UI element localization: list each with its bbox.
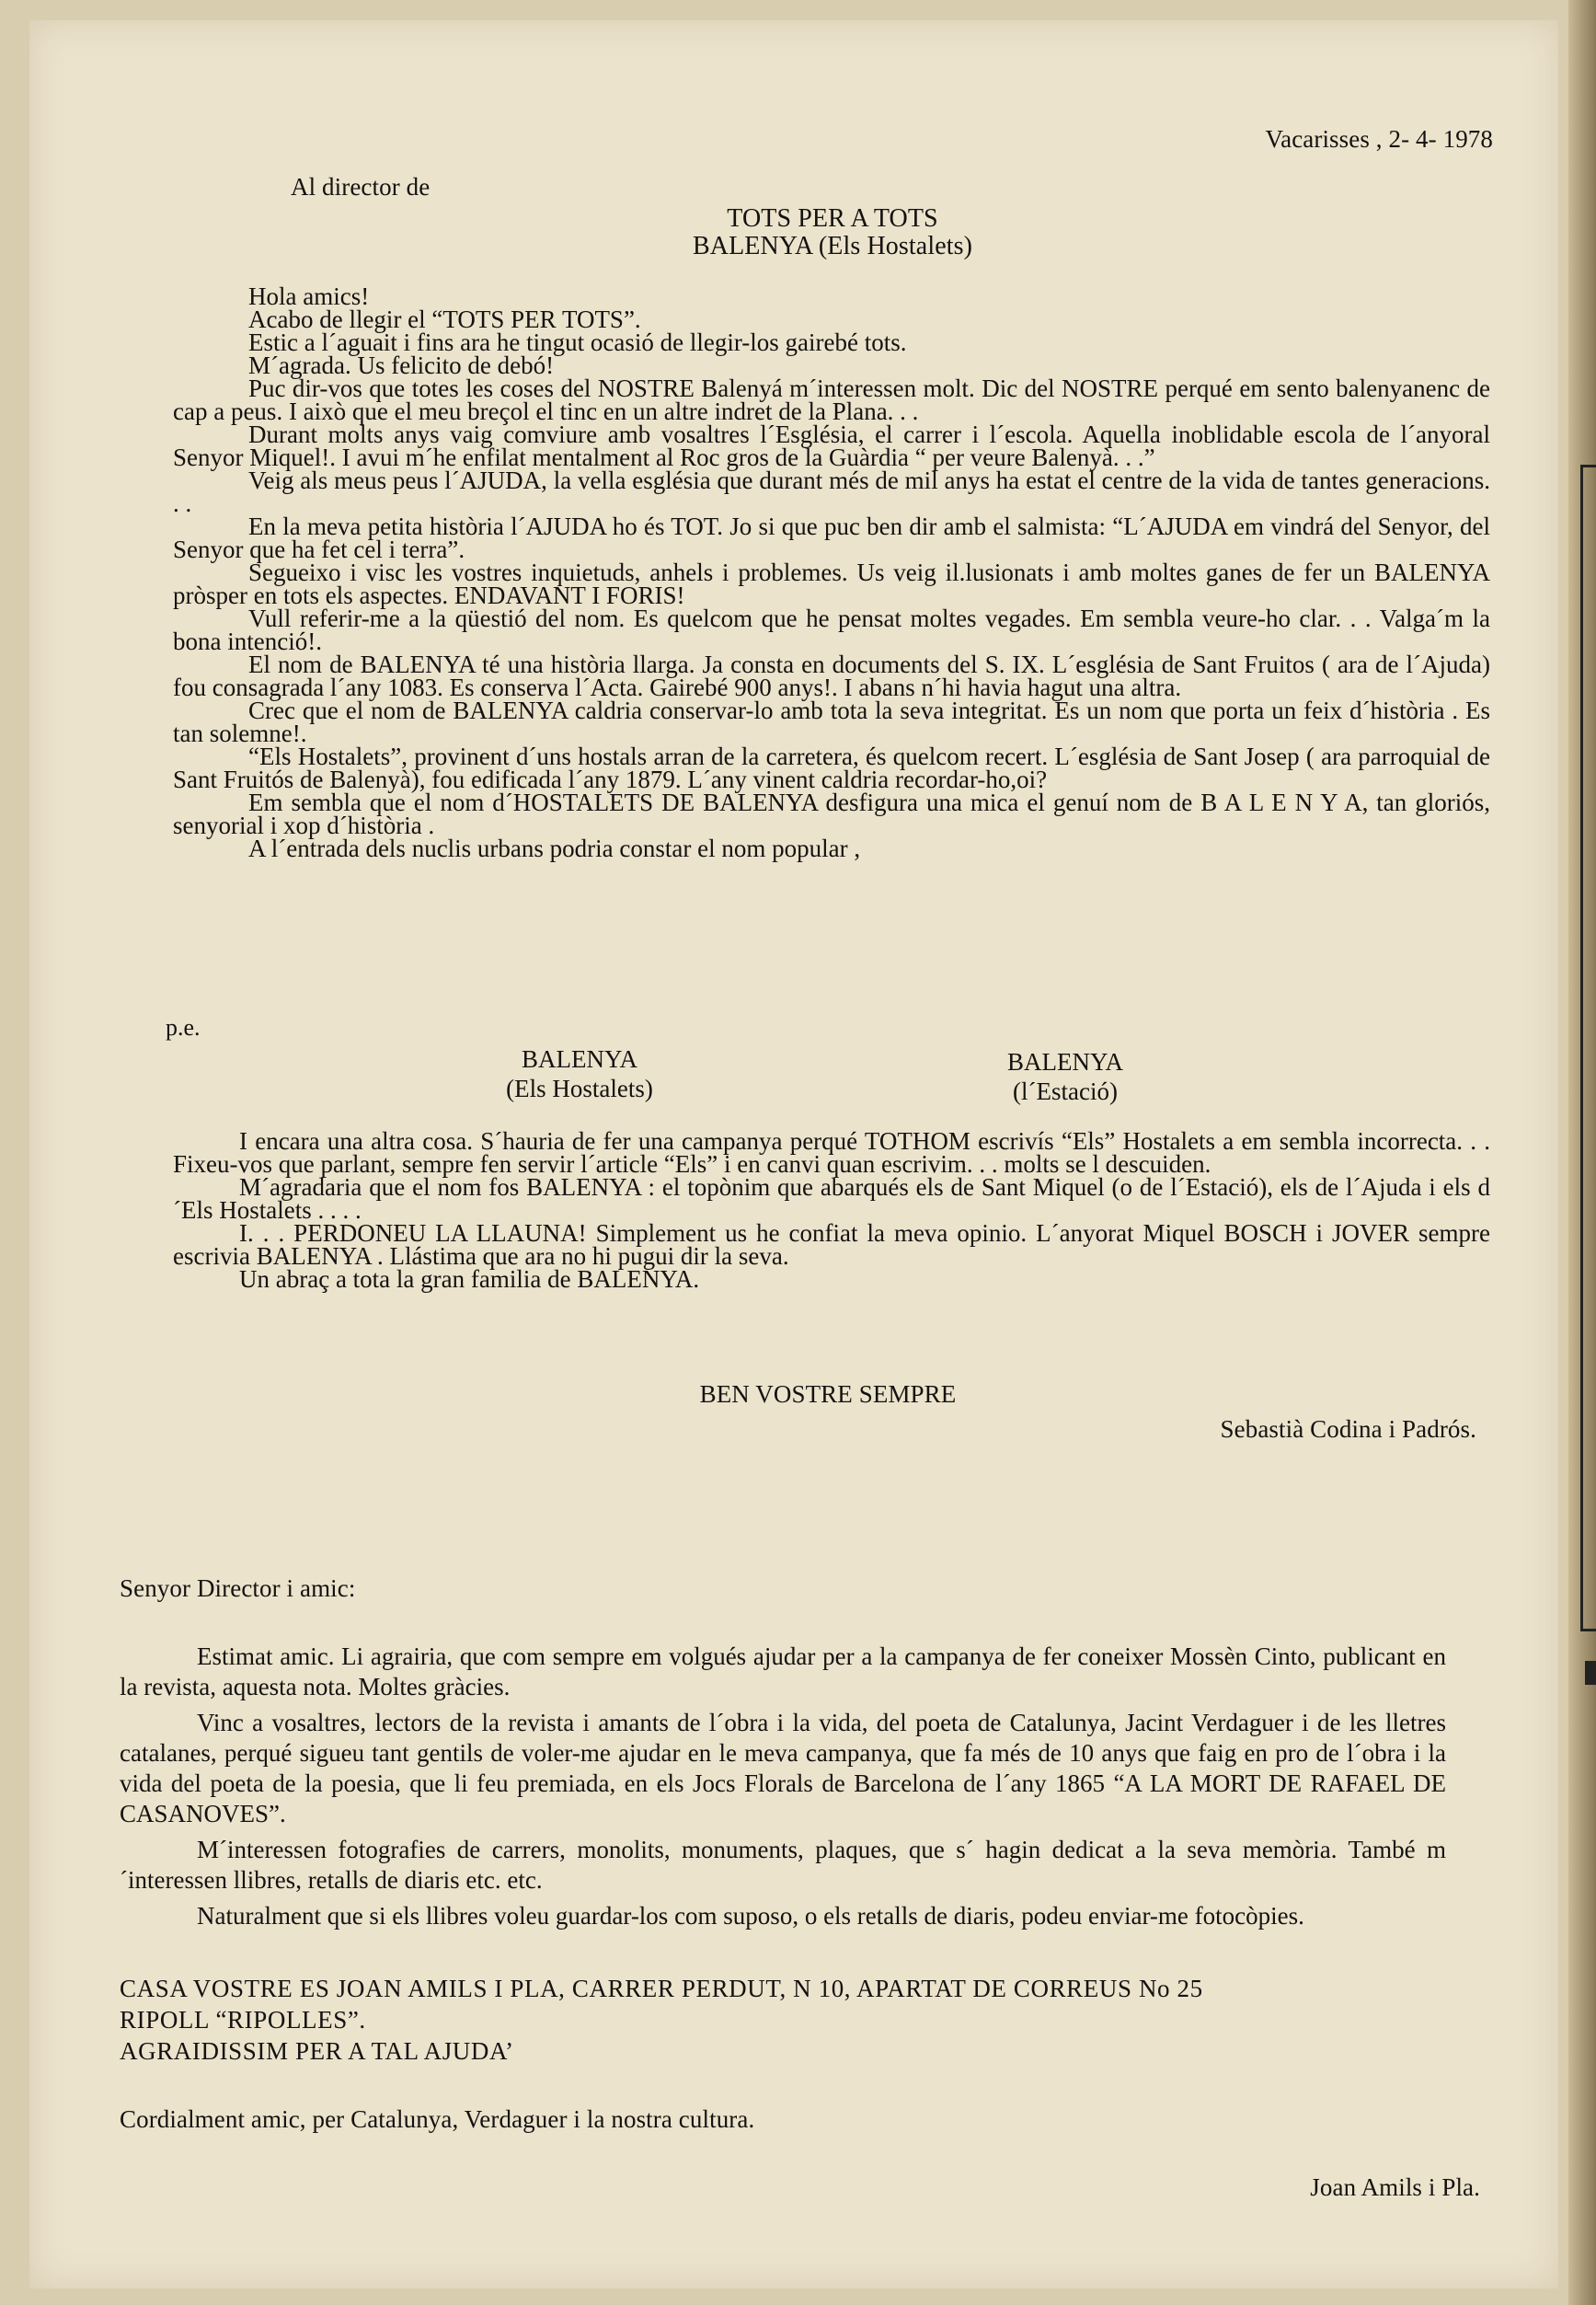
letter-one-signature: Sebastià Codina i Padrós. bbox=[1220, 1415, 1476, 1443]
contact-address-block bbox=[120, 1973, 1446, 2067]
letter-one-paragraph: I. . . PERDONEU LA LLAUNA! Simplement us he confiat la meva opinio. L´anyorat Miquel BOSCH i JOVER sempre escrivia BALENYA . Llástima que ara no hi pugui dir la seva. bbox=[173, 1219, 1490, 1270]
place-name-estacio bbox=[964, 1047, 1166, 1106]
margin-bracket bbox=[1580, 465, 1596, 1631]
letter-two-salutation: Senyor Director i amic: bbox=[120, 1574, 356, 1602]
letter-one-paragraph: Hola amics! bbox=[248, 282, 370, 310]
letter-two-paragraph: Naturalment que si els llibres voleu guardar-los com suposo, o els retalls de diaris, podeu enviar-me fotocòpies. bbox=[197, 1902, 1304, 1930]
place-name: BALENYA bbox=[1007, 1048, 1123, 1076]
letter-one-paragraph: Vull referir-me a la qüestió del nom. Es quelcom que he pensat moltes vegades. Em sembla veure-ho clar. . . Valga´m la bona intenció!. bbox=[173, 605, 1490, 655]
letter-one-paragraph: M´agradaria que el nom fos BALENYA : el topònim que abarqués els de Sant Miquel (o de l´Estació), els de l´Ajuda i els d´Els Hostalets . . . . bbox=[173, 1173, 1490, 1224]
date-line: Vacarisses , 2- 4- 1978 bbox=[1265, 125, 1493, 153]
addressee: Al director de bbox=[291, 173, 431, 201]
letter-one-continuation bbox=[173, 1127, 1490, 1293]
heading-title: TOTS PER A TOTS bbox=[727, 204, 938, 233]
contact-line: CASA VOSTRE ES JOAN AMILS I PLA, CARRER PERDUT, N 10, APARTAT DE CORREUS No 25 bbox=[120, 1975, 1203, 2002]
place-name-qualifier: (l´Estació) bbox=[1013, 1078, 1118, 1105]
letter-one-paragraph: En la meva petita història l´AJUDA ho és TOT. Jo si que puc ben dir amb el salmista: “L´AJUDA em vindrá del Senyor, del Senyor que ha fet cel i terra”. bbox=[173, 513, 1490, 563]
letter-one-paragraph: Un abraç a tota la gran familia de BALENYA. bbox=[239, 1265, 700, 1293]
heading-subtitle: BALENYA (Els Hostalets) bbox=[692, 232, 973, 260]
place-name: BALENYA bbox=[522, 1045, 637, 1073]
letter-two-body bbox=[120, 1642, 1446, 1937]
letter-one-paragraph: Veig als meus peus l´AJUDA, la vella església que durant més de mil anys ha estat el centre de la vida de tantes generacions. . . bbox=[173, 467, 1490, 517]
letter-one-paragraph: Segueixo i visc les vostres inquietuds, anhels i problemes. Us veig il.lusionats i amb moltes ganes de fer un BALENYA pròsper en tots els aspectes. ENDAVANT I FORIS! bbox=[173, 559, 1490, 609]
letter-one-paragraph: Estic a l´aguait i fins ara he tingut ocasió de llegir-los gairebé tots. bbox=[248, 328, 907, 356]
letter-one-paragraph: Puc dir-vos que totes les coses del NOSTRE Balenyá m´interessen molt. Dic del NOSTRE perqué em sento balenyanenc de cap a peus. I això que el meu breçol el tinc en un altre indret de la Plana. . . bbox=[173, 375, 1490, 425]
letter-one-closing: BEN VOSTRE SEMPRE bbox=[699, 1380, 957, 1408]
letter-two-paragraph: M´interessen fotografies de carrers, monolits, monuments, plaques, que s´ hagin dedicat a la seva memòria. També m´interessen llibres, retalls de diaris etc. etc. bbox=[120, 1836, 1446, 1894]
place-name-hostalets bbox=[478, 1044, 681, 1103]
example-label: p.e. bbox=[166, 1014, 201, 1041]
letter-one-paragraph: El nom de BALENYA té una història llarga. Ja consta en documents del S. IX. L´església de Sant Fruitos ( ara de l´Ajuda) fou consagrada l´any 1083. Es conserva l´Acta. Gairebé 900 anys!. I abans n´hi havia hagut una altra. bbox=[173, 651, 1490, 701]
letter-one-paragraph: Acabo de llegir el “TOTS PER TOTS”. bbox=[248, 305, 641, 333]
letter-two-closing: Cordialment amic, per Catalunya, Verdaguer i la nostra cultura. bbox=[120, 2105, 755, 2133]
letter-one-paragraph: Em sembla que el nom d´HOSTALETS DE BALENYA desfigura una mica el genuí nom de B A L E N Y A, tan gloriós, senyorial i xop d´història . bbox=[173, 789, 1490, 839]
letter-two-paragraph: Vinc a vosaltres, lectors de la revista i amants de l´obra i la vida, del poeta de Catalunya, Jacint Verdaguer i de les lletres catalanes, perqué sigueu tant gentils de voler-me ajudar en le meva campanya, que fa més de 10 anys que faig en pro de l´obra i la vida del poeta de la poesia, que li feu premiada, en els Jocs Florals de Barcelona de l´any 1865 “A LA MORT DE RAFAEL DE CASANOVES”. bbox=[120, 1709, 1446, 1827]
contact-line: AGRAIDISSIM PER A TAL AJUDA’ bbox=[120, 2037, 514, 2065]
letter-two-signature: Joan Amils i Pla. bbox=[1310, 2173, 1480, 2201]
letter-one-body bbox=[173, 282, 1490, 862]
letter-one-paragraph: M´agrada. Us felicito de debó! bbox=[248, 352, 555, 379]
place-name-qualifier: (Els Hostalets) bbox=[506, 1075, 653, 1102]
letter-one-paragraph: “Els Hostalets”, provinent d´uns hostals arran de la carretera, és quelcom recert. L´església de Sant Josep ( ara parroquial de Sant Fruitós de Balenyà), fou edificada l´any 1879. L´any vinent caldria recordar-ho,oi? bbox=[173, 743, 1490, 793]
letter-one-paragraph: I encara una altra cosa. S´hauria de fer una campanya perqué TOTHOM escrivís “Els” Hostalets a em sembla incorrecta. . . Fixeu-vos que parlant, sempre fen servir l´article “Els” i en canvi quan escrivim. . . molts se l descuiden. bbox=[173, 1127, 1490, 1178]
margin-mark bbox=[1585, 1661, 1596, 1685]
letter-one-paragraph: Crec que el nom de BALENYA caldria conservar-lo amb tota la seva integritat. Es un nom que porta un feix d´història . Es tan solemne!. bbox=[173, 697, 1490, 747]
contact-line: RIPOLL “RIPOLLES”. bbox=[120, 2006, 366, 2034]
letter-two-paragraph: Estimat amic. Li agrairia, que com sempre em volgués ajudar per a la campanya de fer coneixer Mossèn Cinto, publicant en la revista, aquesta nota. Moltes gràcies. bbox=[120, 1642, 1446, 1700]
letter-one-paragraph: Durant molts anys vaig comviure amb vosaltres l´Església, el carrer i l´escola. Aquella inoblidable escola de l´anyoral Senyor Miquel!. I avui m´he enfilat mentalment al Roc gros de la Guàrdia “ per veure Balenyà. . .” bbox=[173, 421, 1490, 471]
letter-one-paragraph: A l´entrada dels nuclis urbans podria constar el nom popular , bbox=[248, 835, 861, 862]
